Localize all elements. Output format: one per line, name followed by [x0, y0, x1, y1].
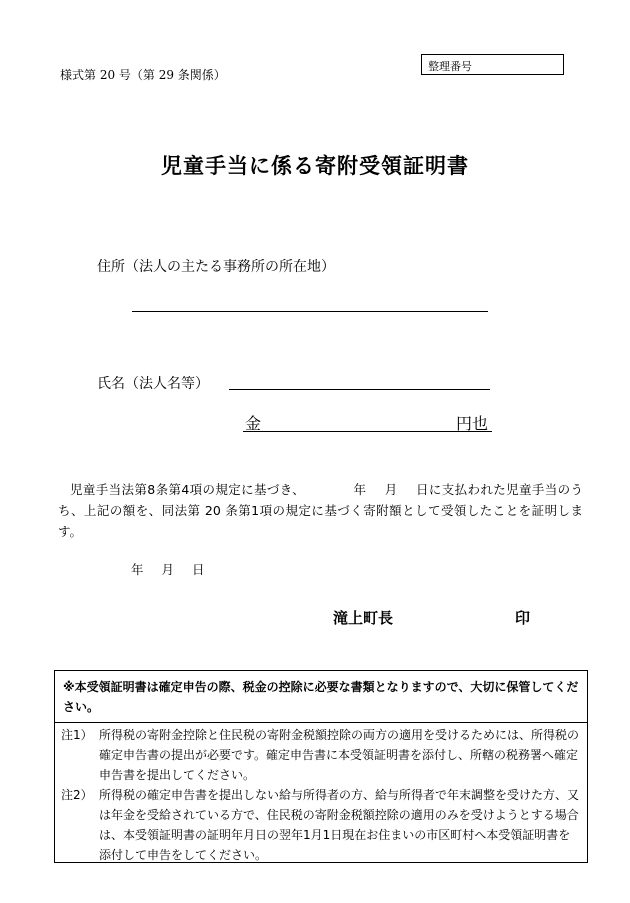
note-label: 注2）: [61, 788, 93, 802]
body-month: 月: [384, 482, 398, 497]
body-part2: 日に支払われた児童手当のうち、上記の額を、同法第 20 条第1項の規定に基づく寄附額として受領したことを証明します。: [58, 482, 583, 539]
mayor-title: 滝上町長: [333, 609, 394, 627]
document-title: 児童手当に係る寄附受領証明書: [161, 154, 469, 178]
amount-suffix: 円也: [456, 414, 489, 433]
certification-date: [131, 560, 219, 578]
seiri-number-box[interactable]: 整理番号: [421, 54, 564, 75]
date-month: 月: [161, 562, 175, 577]
address-line[interactable]: [132, 311, 488, 312]
seal-mark: 印: [515, 609, 531, 627]
note-text: 所得税の寄附金控除と住民税の寄附金税額控除の両方の適用を受けるためには、所得税の確定申告書の提出が必要です。確定申告書に本受領証明書を添付し、所轄の税務署へ確定申告書を提出してください。: [99, 728, 580, 782]
notice-text: ※本受領証明書は確定申告の際、税金の控除に必要な書類となりますので、大切に保管してください。: [55, 671, 587, 723]
note-text: 所得税の確定申告書を提出しない給与所得者の方、給与所得者で年末調整を受けた方、又は年金を受給されている方で、住民税の寄附金税額控除の適用のみを受けようとする場合は、本受領証明書の証明年月日の翌年1月1日現在お住まいの市区町村へ本受領証明書を添付して申告をしてください。: [99, 788, 580, 862]
date-day: 日: [192, 562, 205, 577]
amount-line[interactable]: [243, 431, 492, 432]
note-label: 注1）: [61, 728, 93, 742]
notes-box: [54, 670, 588, 863]
name-line[interactable]: [229, 389, 490, 390]
note-item: [55, 785, 587, 865]
name-label: 氏名（法人名等）: [97, 376, 209, 392]
body-part1: 児童手当法第8条第4項の規定に基づき、: [70, 482, 306, 497]
note-item: [55, 725, 587, 785]
amount-prefix: 金: [245, 414, 262, 433]
form-number: 様式第 20 号（第 29 条関係）: [60, 68, 226, 82]
date-year: 年: [131, 562, 144, 577]
body-year: 年: [353, 482, 367, 497]
certification-text: [58, 479, 583, 542]
address-label: 住所（法人の主たる事務所の所在地）: [97, 259, 335, 275]
